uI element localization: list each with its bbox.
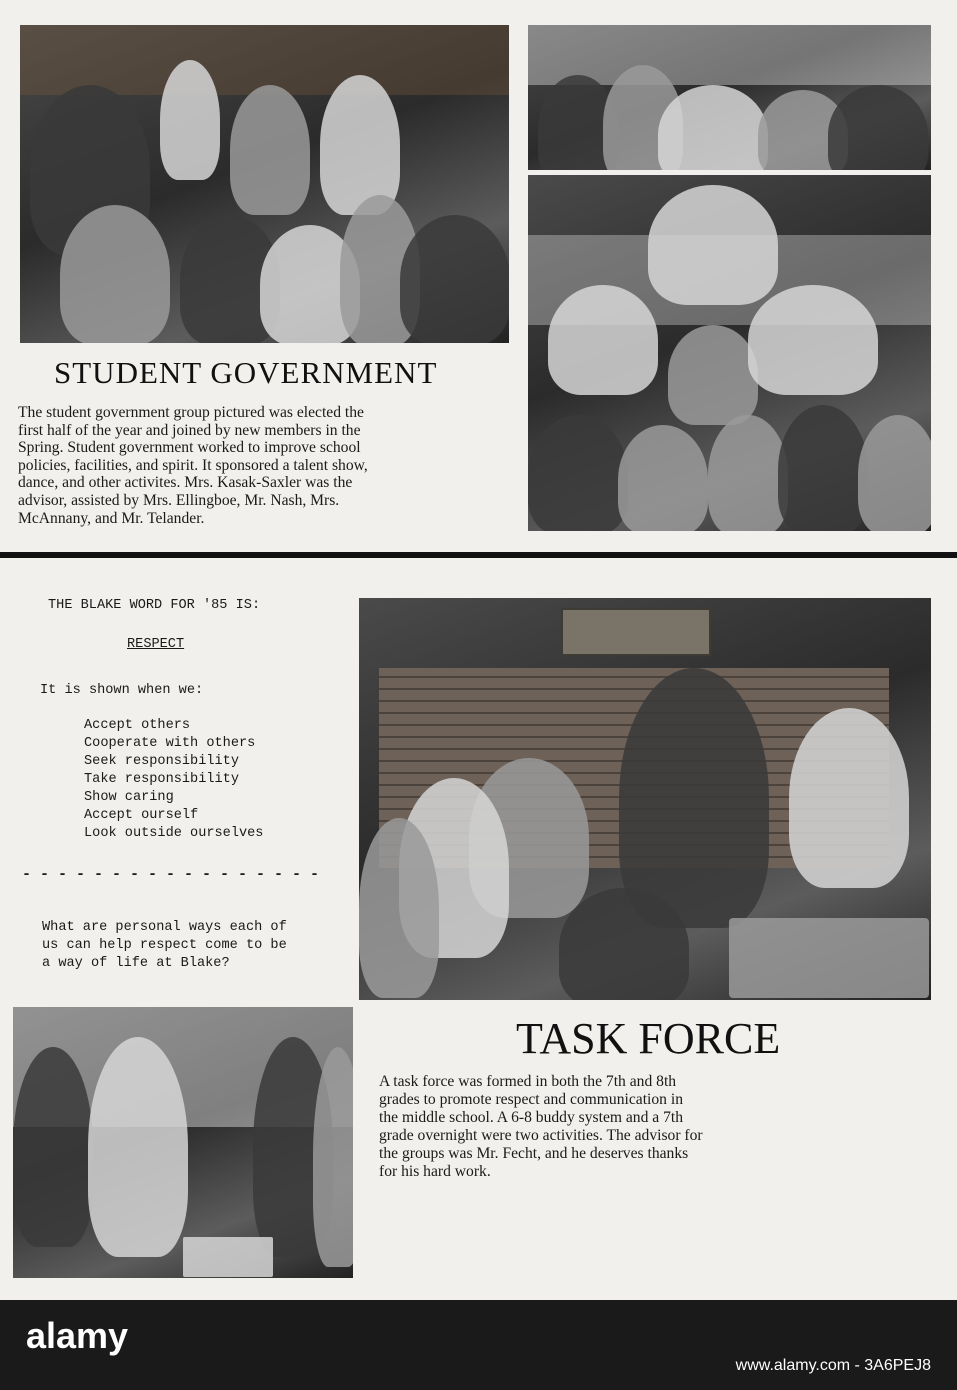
question-line: a way of life at Blake? xyxy=(42,956,230,971)
question-text xyxy=(42,919,287,973)
dashed-separator: - - - - - - - - - - - - - - - - - xyxy=(22,866,320,883)
alamy-logo: alamy xyxy=(26,1315,129,1356)
section-divider xyxy=(0,552,957,558)
list-item: Cooperate with others xyxy=(84,736,256,751)
library-plaque xyxy=(561,608,711,656)
footer-bar xyxy=(0,1300,957,1390)
students-back-view-photo xyxy=(528,25,931,170)
human-pyramid-photo xyxy=(528,175,931,531)
paragraph-line: first half of the year and joined by new members in the xyxy=(18,421,361,439)
paragraph-line: the groups was Mr. Fecht, and he deserves thanks xyxy=(379,1145,689,1162)
paragraph-line: grades to promote respect and communication in xyxy=(379,1091,683,1108)
blake-word-heading: THE BLAKE WORD FOR '85 IS: xyxy=(48,598,261,613)
list-item: Look outside ourselves xyxy=(84,826,264,841)
paragraph-line: policies, facilities, and spirit. It sponsored a talent show, xyxy=(18,456,368,474)
paragraph-line: for his hard work. xyxy=(379,1163,491,1180)
paragraph-line: A task force was formed in both the 7th and 8th xyxy=(379,1073,677,1090)
student-government-group-photo xyxy=(20,25,509,343)
list-item: Accept others xyxy=(84,718,191,733)
question-line: What are personal ways each of xyxy=(42,920,287,935)
list-item: Seek responsibility xyxy=(84,754,239,769)
task-force-paragraph xyxy=(379,1073,829,1181)
student-government-title: STUDENT GOVERNMENT xyxy=(54,355,438,390)
respect-word: RESPECT xyxy=(127,637,185,652)
paragraph-line: advisor, assisted by Mrs. Ellingboe, Mr. Nash, Mrs. xyxy=(18,491,340,509)
paragraph-line: the middle school. A 6-8 buddy system and a 7th xyxy=(379,1109,684,1126)
paragraph-line: dance, and other activites. Mrs. Kasak-Saxler was the xyxy=(18,474,353,492)
task-force-title: TASK FORCE xyxy=(516,1014,781,1063)
paragraph-line: The student government group pictured was elected the xyxy=(18,404,364,421)
list-item: Take responsibility xyxy=(84,772,239,787)
student-government-paragraph xyxy=(18,404,518,527)
list-item: Show caring xyxy=(84,790,174,805)
paragraph-line: Spring. Student government worked to improve school xyxy=(18,439,361,457)
question-line: us can help respect come to be xyxy=(42,938,287,953)
fireplace-meeting-photo xyxy=(359,598,931,1000)
respect-list xyxy=(84,717,263,843)
paragraph-line: grade overnight were two activities. The advisor for xyxy=(379,1127,703,1144)
group-discussion-photo xyxy=(13,1007,353,1278)
list-item: Accept ourself xyxy=(84,808,199,823)
paragraph-line: McAnnany, and Mr. Telander. xyxy=(18,509,205,527)
shown-when-text: It is shown when we: xyxy=(40,683,204,698)
image-id-text: www.alamy.com - 3A6PEJ8 xyxy=(735,1357,931,1374)
